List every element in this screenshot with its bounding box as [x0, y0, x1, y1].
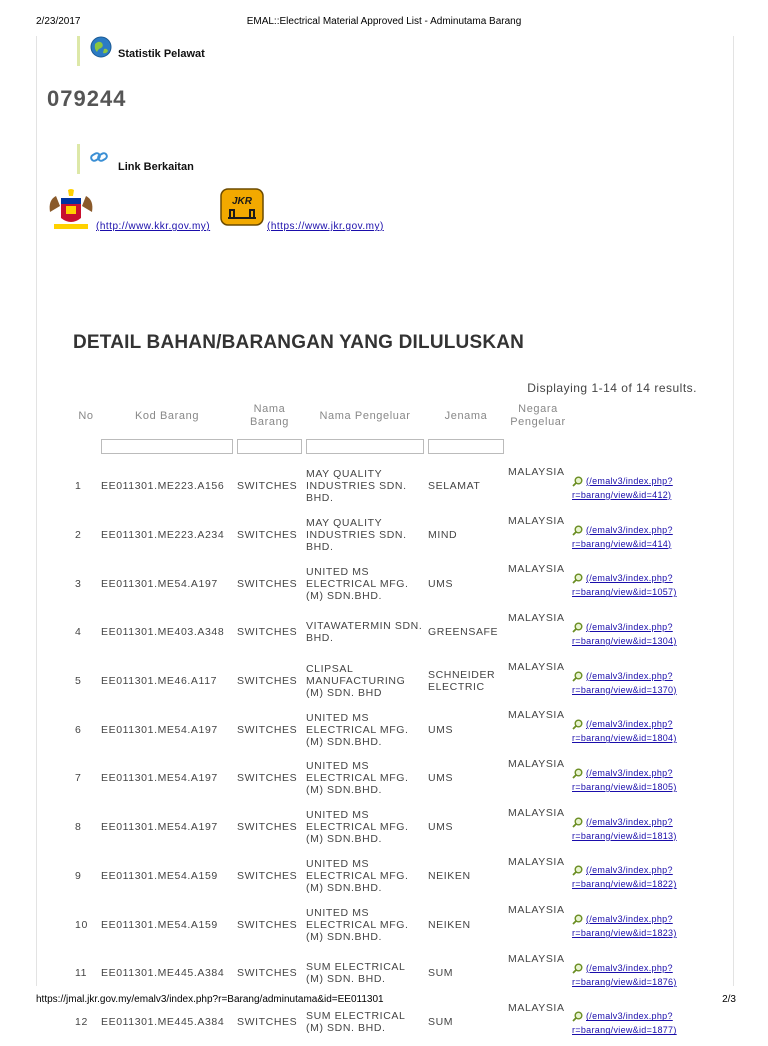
col-header-no[interactable]: No: [78, 409, 94, 422]
cell-nama-pengeluar: CLIPSAL MANUFACTURING (M) SDN. BHD: [306, 663, 406, 700]
jkr-logo-text: JKR: [231, 196, 253, 207]
view-link-line1: (/emalv3/index.php?: [586, 621, 673, 632]
cell-negara: MALAYSIA: [508, 466, 565, 478]
cell-jenama: SELAMAT: [428, 480, 481, 493]
cell-no: 12: [75, 1015, 88, 1028]
cell-nama-barang: SWITCHES: [237, 869, 298, 882]
cell-no: 1: [75, 480, 82, 493]
magnifier-icon: [572, 525, 583, 539]
cell-nama-pengeluar: SUM ELECTRICAL (M) SDN. BHD.: [306, 1009, 406, 1034]
cell-jenama: UMS: [428, 723, 454, 736]
filter-jenama-input[interactable]: [428, 439, 504, 454]
cell-nama-pengeluar: VITAWATERMIN SDN. BHD.: [306, 620, 423, 645]
view-item-link[interactable]: [572, 959, 695, 988]
magnifier-icon: [572, 768, 583, 782]
table-row: [73, 511, 697, 560]
magnifier-icon: [572, 671, 583, 685]
cell-jenama: NEIKEN: [428, 869, 471, 882]
filter-pengeluar-input[interactable]: [306, 439, 424, 454]
view-link-line1: (/emalv3/index.php?: [586, 719, 673, 730]
magnifier-icon: [572, 865, 583, 879]
cell-nama-barang: SWITCHES: [237, 529, 298, 542]
magnifier-icon: [572, 817, 583, 831]
globe-icon: [90, 36, 112, 63]
cell-actions: [570, 949, 697, 998]
cell-negara: MALAYSIA: [508, 660, 565, 673]
view-item-link[interactable]: [572, 861, 695, 890]
view-link-line2: r=barang/view&id=1804): [572, 733, 677, 744]
cell-nama-barang: SWITCHES: [237, 626, 298, 639]
cell-nama-pengeluar: UNITED MS ELECTRICAL MFG. (M) SDN.BHD.: [306, 906, 409, 943]
view-link-line2: r=barang/view&id=1877): [572, 1025, 677, 1036]
cell-negara: MALAYSIA: [508, 709, 565, 722]
cell-jenama: SCHNEIDER ELECTRIC: [428, 669, 496, 694]
visitor-count: 079244: [47, 86, 127, 111]
approved-items-table: [73, 398, 697, 1046]
table-row: [73, 705, 697, 754]
filter-kod-input[interactable]: [101, 439, 233, 454]
col-header-negara[interactable]: Negara Pengeluar: [510, 403, 566, 428]
view-item-link[interactable]: [572, 1007, 695, 1036]
cell-jenama: SUM: [428, 1015, 454, 1028]
visitor-widget-title: Statistik Pelawat: [118, 48, 205, 60]
cell-no: 8: [75, 821, 82, 834]
cell-actions: [570, 462, 697, 511]
cell-nama-barang: SWITCHES: [237, 723, 298, 736]
cell-kod-barang: EE011301.ME445.A384: [101, 967, 225, 980]
cell-nama-pengeluar: UNITED MS ELECTRICAL MFG. (M) SDN.BHD.: [306, 711, 409, 748]
cell-no: 9: [75, 869, 82, 882]
cell-kod-barang: EE011301.ME46.A117: [101, 675, 218, 688]
jkr-logo[interactable]: [220, 188, 264, 231]
results-summary: Displaying 1-14 of 14 results.: [527, 381, 697, 395]
cell-actions: [570, 608, 697, 657]
cell-nama-pengeluar: SUM ELECTRICAL (M) SDN. BHD.: [306, 961, 406, 986]
cell-actions: [570, 559, 697, 608]
cell-jenama: UMS: [428, 577, 454, 590]
view-link-line2: r=barang/view&id=1370): [572, 684, 677, 695]
cell-actions: [570, 803, 697, 852]
magnifier-icon: [572, 573, 583, 587]
section-title: DETAIL BAHAN/BARANGAN YANG DILULUSKAN: [73, 332, 525, 353]
view-link-line2: r=barang/view&id=412): [572, 489, 672, 500]
filter-row: [73, 434, 697, 462]
cell-nama-pengeluar: UNITED MS ELECTRICAL MFG. (M) SDN.BHD.: [306, 565, 409, 602]
cell-nama-barang: SWITCHES: [237, 918, 298, 931]
cell-kod-barang: EE011301.ME54.A197: [101, 772, 218, 785]
cell-kod-barang: EE011301.ME54.A197: [101, 723, 218, 736]
view-link-line2: r=barang/view&id=1822): [572, 879, 677, 890]
magnifier-icon: [572, 476, 583, 490]
cell-nama-pengeluar: MAY QUALITY INDUSTRIES SDN. BHD.: [306, 517, 407, 554]
visitor-widget-header: [77, 36, 205, 66]
cell-kod-barang: EE011301.ME403.A348: [101, 626, 225, 639]
col-header-pengeluar[interactable]: Nama Pengeluar: [319, 409, 411, 422]
view-link-line1: (/emalv3/index.php?: [586, 865, 673, 876]
view-item-link[interactable]: [572, 472, 695, 501]
magnifier-icon: [572, 914, 583, 928]
col-header-kod[interactable]: Kod Barang: [134, 409, 200, 422]
cell-negara: MALAYSIA: [508, 904, 565, 917]
cell-no: 3: [75, 577, 82, 590]
print-header: [0, 16, 768, 30]
cell-actions: [570, 852, 697, 901]
cell-nama-barang: SWITCHES: [237, 577, 298, 590]
table-row: [73, 462, 697, 511]
view-link-line1: (/emalv3/index.php?: [586, 475, 673, 486]
table-header-row: [73, 398, 697, 434]
cell-jenama: GREENSAFE: [428, 626, 499, 639]
cell-nama-pengeluar: MAY QUALITY INDUSTRIES SDN. BHD.: [306, 468, 407, 505]
cell-nama-barang: SWITCHES: [237, 675, 298, 688]
print-date: 2/23/2017: [36, 16, 81, 27]
magnifier-icon: [572, 719, 583, 733]
print-page-number: 2/3: [722, 994, 736, 1005]
table-row: [73, 852, 697, 901]
cell-jenama: UMS: [428, 772, 454, 785]
view-link-line1: (/emalv3/index.php?: [586, 524, 673, 535]
col-header-nama[interactable]: Nama Barang: [249, 403, 290, 428]
cell-nama-pengeluar: UNITED MS ELECTRICAL MFG. (M) SDN.BHD.: [306, 809, 409, 846]
cell-kod-barang: EE011301.ME445.A384: [101, 1015, 225, 1028]
cell-negara: MALAYSIA: [508, 563, 565, 576]
print-url: https://jmal.jkr.gov.my/emalv3/index.php?r=Barang/adminutama&id=EE011301: [36, 994, 384, 1005]
magnifier-icon: [572, 622, 583, 636]
cell-kod-barang: EE011301.ME54.A159: [101, 869, 218, 882]
chain-link-icon: [90, 150, 108, 169]
cell-jenama: UMS: [428, 821, 454, 834]
cell-negara: MALAYSIA: [508, 855, 565, 868]
view-item-link[interactable]: [572, 813, 695, 842]
cell-nama-barang: SWITCHES: [237, 772, 298, 785]
cell-no: 11: [75, 967, 88, 980]
cell-kod-barang: EE011301.ME54.A197: [101, 821, 218, 834]
cell-no: 7: [75, 772, 82, 785]
cell-negara: MALAYSIA: [508, 952, 565, 965]
kkr-coat-of-arms-logo[interactable]: [46, 188, 96, 237]
cell-no: 4: [75, 626, 82, 639]
view-link-line1: (/emalv3/index.php?: [586, 1011, 673, 1022]
links-widget-title: Link Berkaitan: [118, 161, 194, 173]
print-footer: [0, 994, 768, 1008]
view-item-link[interactable]: [572, 618, 695, 647]
magnifier-icon: [572, 963, 583, 977]
filter-nama-input[interactable]: [237, 439, 302, 454]
cell-negara: MALAYSIA: [508, 612, 565, 625]
view-item-link[interactable]: [572, 910, 695, 939]
cell-kod-barang: EE011301.ME223.A156: [101, 480, 225, 493]
cell-no: 2: [75, 529, 82, 542]
cell-actions: [570, 754, 697, 803]
view-item-link[interactable]: [572, 521, 695, 550]
view-link-line2: r=barang/view&id=1805): [572, 781, 677, 792]
cell-negara: MALAYSIA: [508, 806, 565, 819]
cell-nama-pengeluar: UNITED MS ELECTRICAL MFG. (M) SDN.BHD.: [306, 760, 409, 797]
magnifier-icon: [572, 1011, 583, 1025]
cell-negara: MALAYSIA: [508, 1001, 565, 1014]
cell-jenama: NEIKEN: [428, 918, 471, 931]
cell-no: 10: [75, 918, 88, 931]
links-widget-header: [77, 144, 194, 174]
cell-nama-barang: SWITCHES: [237, 967, 298, 980]
col-header-actions: [570, 398, 697, 434]
cell-negara: MALAYSIA: [508, 514, 565, 527]
view-link-line2: r=barang/view&id=1304): [572, 635, 677, 646]
table-row: [73, 559, 697, 608]
view-link-line1: (/emalv3/index.php?: [586, 962, 673, 973]
jkr-link[interactable]: (https://www.jkr.gov.my): [267, 221, 384, 232]
view-link-line1: (/emalv3/index.php?: [586, 670, 673, 681]
cell-kod-barang: EE011301.ME223.A234: [101, 529, 225, 542]
cell-nama-barang: SWITCHES: [237, 480, 298, 493]
table-row: [73, 949, 697, 998]
kkr-link[interactable]: (http://www.kkr.gov.my): [96, 221, 211, 232]
view-link-line2: r=barang/view&id=1876): [572, 976, 677, 987]
cell-actions: [570, 511, 697, 560]
cell-no: 6: [75, 723, 82, 736]
cell-no: 5: [75, 675, 82, 688]
cell-negara: MALAYSIA: [508, 758, 565, 771]
view-item-link[interactable]: [572, 667, 695, 696]
table-row: [73, 803, 697, 852]
view-link-line1: (/emalv3/index.php?: [586, 816, 673, 827]
cell-jenama: SUM: [428, 967, 454, 980]
cell-nama-barang: SWITCHES: [237, 821, 298, 834]
view-link-line1: (/emalv3/index.php?: [586, 573, 673, 584]
table-row: [73, 657, 697, 706]
table-row: [73, 900, 697, 949]
view-link-line1: (/emalv3/index.php?: [586, 914, 673, 925]
view-link-line1: (/emalv3/index.php?: [586, 767, 673, 778]
view-link-line2: r=barang/view&id=1057): [572, 587, 677, 598]
cell-kod-barang: EE011301.ME54.A159: [101, 918, 218, 931]
view-item-link[interactable]: [572, 715, 695, 744]
cell-nama-pengeluar: UNITED MS ELECTRICAL MFG. (M) SDN.BHD.: [306, 857, 409, 894]
table-body: [73, 462, 697, 1046]
view-item-link[interactable]: [572, 569, 695, 598]
table-row: [73, 754, 697, 803]
view-link-line2: r=barang/view&id=414): [572, 538, 672, 549]
cell-actions: [570, 900, 697, 949]
cell-actions: [570, 657, 697, 706]
view-link-line2: r=barang/view&id=1823): [572, 928, 677, 939]
view-link-line2: r=barang/view&id=1813): [572, 830, 677, 841]
cell-actions: [570, 705, 697, 754]
cell-jenama: MIND: [428, 529, 458, 542]
view-item-link[interactable]: [572, 764, 695, 793]
col-header-jenama[interactable]: Jenama: [444, 409, 488, 422]
table-row: [73, 608, 697, 657]
cell-kod-barang: EE011301.ME54.A197: [101, 577, 218, 590]
cell-nama-barang: SWITCHES: [237, 1015, 298, 1028]
print-page-title: EMAL::Electrical Material Approved List - Adminutama Barang: [246, 16, 522, 27]
